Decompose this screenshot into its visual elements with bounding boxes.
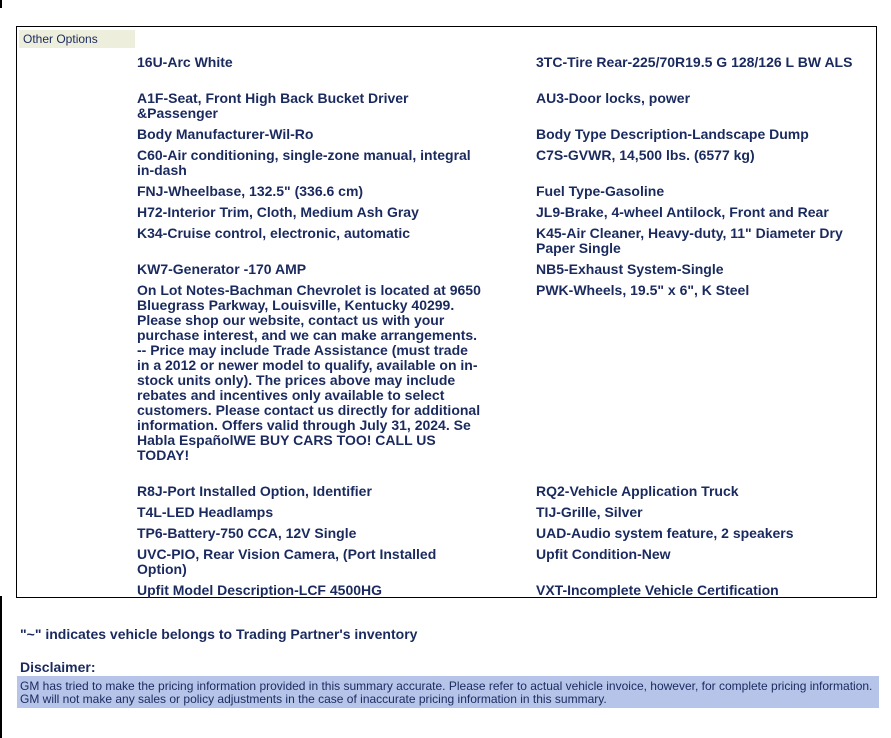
option-item: TP6-Battery-750 CCA, 12V Single	[137, 525, 357, 541]
option-item: K34-Cruise control, electronic, automatic	[137, 225, 411, 241]
left-border-fragment	[0, 596, 2, 738]
disclaimer-text: GM has tried to make the pricing information provided in this summary accurate. Please refer to actual vehicle invoice, however, for complete pricing information. GM will not make any sales or policy adjustments in the case of inaccurate pricing information in this summary.	[17, 676, 879, 708]
option-item: Body Manufacturer-Wil-Ro	[137, 126, 314, 142]
option-item: KW7-Generator -170 AMP	[137, 261, 307, 277]
option-item: Upfit Model Description-LCF 4500HG	[137, 582, 383, 598]
option-item: PWK-Wheels, 19.5" x 6", K Steel	[536, 282, 750, 298]
option-item: C60-Air conditioning, single-zone manual, integral in-dash	[137, 147, 471, 178]
option-item: UVC-PIO, Rear Vision Camera, (Port Installed Option)	[137, 546, 437, 577]
option-item: UAD-Audio system feature, 2 speakers	[536, 525, 794, 541]
option-item: VXT-Incomplete Vehicle Certification	[536, 582, 779, 598]
option-item: Fuel Type-Gasoline	[536, 183, 665, 199]
option-item: K45-Air Cleaner, Heavy-duty, 11" Diameter Dry Paper Single	[536, 225, 843, 256]
option-item: C7S-GVWR, 14,500 lbs. (6577 kg)	[536, 147, 755, 163]
option-item: H72-Interior Trim, Cloth, Medium Ash Gray	[137, 204, 419, 220]
option-item: A1F-Seat, Front High Back Bucket Driver &Passenger	[137, 90, 409, 121]
other-options-panel	[16, 26, 877, 598]
option-item: 3TC-Tire Rear-225/70R19.5 G 128/126 L BW ALS	[536, 54, 853, 70]
option-item: Body Type Description-Landscape Dump	[536, 126, 809, 142]
option-item: FNJ-Wheelbase, 132.5" (336.6 cm)	[137, 183, 364, 199]
option-item: RQ2-Vehicle Application Truck	[536, 483, 739, 499]
option-item: NB5-Exhaust System-Single	[536, 261, 724, 277]
section-title: Other Options	[19, 30, 135, 48]
option-item: Upfit Condition-New	[536, 546, 671, 562]
option-item: JL9-Brake, 4-wheel Antilock, Front and Rear	[536, 204, 829, 220]
top-border-fragment	[0, 0, 2, 8]
option-item: T4L-LED Headlamps	[137, 504, 274, 520]
option-item: R8J-Port Installed Option, Identifier	[137, 483, 372, 499]
on-lot-notes: On Lot Notes-Bachman Chevrolet is located at 9650 Bluegrass Parkway, Louisville, Kentucky 40299. Please shop our website, contact us with your purchase interest, and we can make arrangements. -- Price may include Trade Assistance (must trade in a 2012 or newer model to qualify, available on in-stock units only). The prices above may include rebates and incentives only available to select customers. Please contact us directly for additional information. Offers valid through July 31, 2024. Se Habla EspañolWE BUY CARS TOO! CALL US TODAY!	[137, 282, 481, 463]
inventory-note: "~" indicates vehicle belongs to Trading Partner's inventory	[20, 626, 418, 642]
option-item: AU3-Door locks, power	[536, 90, 691, 106]
option-item: 16U-Arc White	[137, 54, 233, 70]
disclaimer-title: Disclaimer:	[20, 659, 96, 675]
option-item: TIJ-Grille, Silver	[536, 504, 643, 520]
